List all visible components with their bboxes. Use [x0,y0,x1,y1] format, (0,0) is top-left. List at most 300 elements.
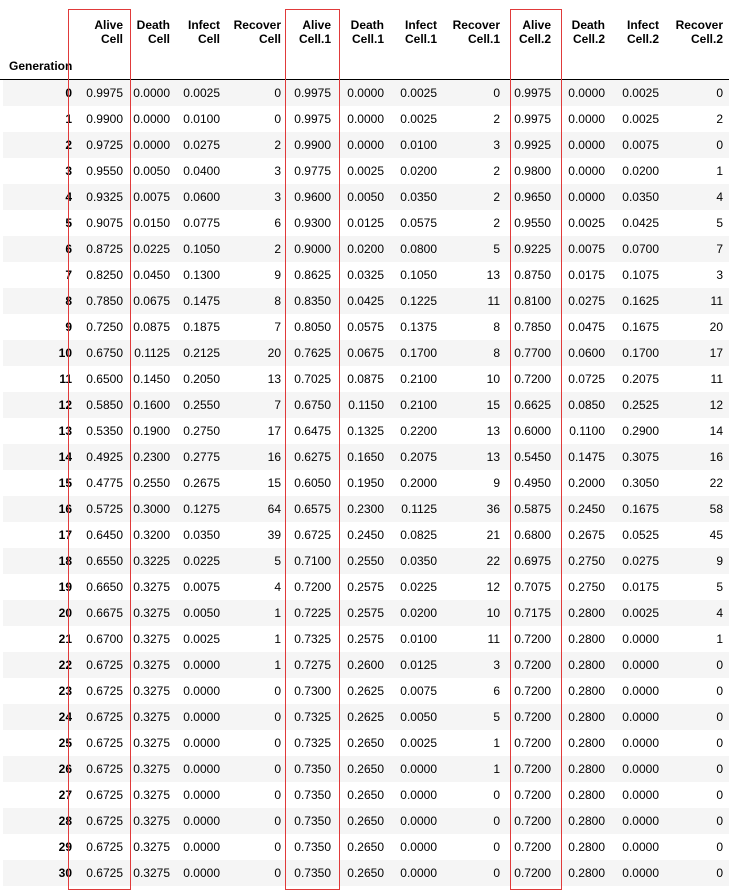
table-cell: 0.7250 [86,320,123,334]
table-row [3,392,729,418]
table-cell: 0.1225 [400,294,437,308]
table-cell: 3 [274,190,281,204]
table-cell: 0.2800 [568,736,605,750]
table-cell: 13 [267,372,281,386]
table-cell: 1 [274,658,281,672]
table-cell: 0.9975 [514,112,551,126]
table-cell: 0.5450 [514,450,551,464]
table-row [3,860,729,886]
table-cell: 0.3275 [133,788,170,802]
table-cell: 0.0600 [183,190,220,204]
row-index: 20 [58,606,72,620]
table-cell: 0.0525 [622,528,659,542]
row-index: 0 [65,86,72,100]
table-cell: 0 [716,840,723,854]
column-header-line1: Recover [675,18,723,32]
table-cell: 0.2100 [400,398,437,412]
table-cell: 0 [274,762,281,776]
table-cell: 0.1900 [133,424,170,438]
table-cell: 0.0425 [622,216,659,230]
row-index: 18 [58,554,72,568]
table-cell: 5 [716,216,723,230]
table-cell: 0.2800 [568,788,605,802]
table-cell: 0.2200 [400,424,437,438]
column-header-line1: Alive [94,18,123,32]
table-cell: 0.4925 [86,450,123,464]
table-row [3,574,729,600]
table-cell: 0.0075 [183,580,220,594]
row-index: 30 [58,866,72,880]
table-cell: 0.8750 [514,268,551,282]
table-cell: 0.0000 [622,866,659,880]
table-cell: 8 [493,320,500,334]
table-cell: 3 [274,164,281,178]
table-cell: 0.7350 [294,762,331,776]
table-cell: 2 [493,164,500,178]
table-cell: 0 [274,736,281,750]
table-cell: 0.7200 [514,866,551,880]
column-header [440,18,500,46]
table-cell: 0 [274,684,281,698]
table-cell: 0.5850 [86,398,123,412]
table-cell: 0.0000 [183,814,220,828]
table-cell: 0.9900 [294,138,331,152]
table-cell: 0.3275 [133,606,170,620]
table-cell: 0.3200 [133,528,170,542]
table-cell: 0.0000 [183,710,220,724]
table-cell: 0.1950 [347,476,384,490]
table-cell: 0.9300 [294,216,331,230]
table-cell: 0.0125 [347,216,384,230]
table-cell: 0 [716,658,723,672]
column-header-line2: Cell.2 [572,32,605,46]
column-header-line1: Alive [302,18,331,32]
row-index: 5 [65,216,72,230]
table-cell: 0.2075 [622,372,659,386]
table-cell: 0.1675 [622,320,659,334]
table-cell: 0.0000 [622,814,659,828]
table-cell: 0 [274,840,281,854]
table-cell: 10 [486,372,500,386]
table-cell: 0.0400 [183,164,220,178]
table-cell: 0.7300 [294,684,331,698]
table-cell: 0.6750 [86,346,123,360]
table-cell: 21 [486,528,500,542]
table-cell: 6 [493,684,500,698]
table-cell: 0.6725 [86,658,123,672]
table-cell: 0.0600 [568,346,605,360]
table-cell: 0 [716,788,723,802]
column-header [172,18,220,46]
table-cell: 0 [274,86,281,100]
table-cell: 0.0000 [183,658,220,672]
table-cell: 0.7200 [514,632,551,646]
table-cell: 11 [710,372,723,386]
table-cell: 0.0425 [347,294,384,308]
row-index: 8 [65,294,72,308]
table-cell: 0.1050 [400,268,437,282]
table-cell: 64 [267,502,281,516]
table-cell: 0.0000 [183,866,220,880]
table-cell: 0 [716,866,723,880]
table-row [3,106,729,132]
table-cell: 0.6800 [514,528,551,542]
column-header [223,18,281,46]
table-cell: 0.0075 [400,684,437,698]
table-cell: 14 [709,424,723,438]
table-cell: 4 [716,190,723,204]
table-cell: 0.7325 [294,710,331,724]
table-cell: 39 [267,528,281,542]
table-cell: 45 [709,528,723,542]
table-cell: 0.4775 [86,476,123,490]
table-cell: 0.0025 [622,86,659,100]
table-row [3,730,729,756]
column-header [126,18,170,46]
table-cell: 0.8725 [86,242,123,256]
table-cell: 0.0025 [400,86,437,100]
table-cell: 0.2650 [347,814,384,828]
table-cell: 0.6725 [86,814,123,828]
table-cell: 0.1675 [622,502,659,516]
column-header-line2: Cell [147,32,170,46]
row-index: 21 [58,632,72,646]
table-cell: 0.1125 [401,502,437,516]
table-cell: 0.2575 [347,632,384,646]
table-cell: 0.0000 [568,164,605,178]
column-header-line1: Infect [187,18,220,32]
table-cell: 0.2650 [347,840,384,854]
table-cell: 2 [493,190,500,204]
table-cell: 0.0000 [183,840,220,854]
column-header-line2: Cell.2 [626,32,659,46]
table-cell: 0.3275 [133,658,170,672]
table-cell: 0.7200 [514,814,551,828]
table-cell: 4 [716,606,723,620]
table-cell: 0 [716,710,723,724]
table-cell: 0 [716,762,723,776]
table-cell: 0.1625 [622,294,659,308]
table-cell: 2 [493,216,500,230]
table-cell: 0.7350 [294,866,331,880]
table-cell: 0.6575 [294,502,331,516]
table-cell: 0.7175 [514,606,551,620]
table-row [3,340,729,366]
table-cell: 1 [274,632,281,646]
table-cell: 0.8350 [294,294,331,308]
table-cell: 0.2625 [347,684,384,698]
row-index: 25 [58,736,72,750]
table-cell: 11 [487,294,500,308]
table-row [3,626,729,652]
table-cell: 0.6050 [294,476,331,490]
column-header [503,18,551,46]
table-cell: 0.3225 [133,554,170,568]
table-cell: 16 [267,450,281,464]
table-cell: 0.9900 [86,112,123,126]
table-cell: 0.0000 [568,86,605,100]
table-cell: 0.9650 [514,190,551,204]
table-cell: 0.2650 [347,736,384,750]
table-cell: 0.0350 [400,554,437,568]
table-cell: 0.8250 [86,268,123,282]
row-index: 24 [58,710,72,724]
table-cell: 0.6750 [294,398,331,412]
table-cell: 0.1700 [622,346,659,360]
table-cell: 0 [716,736,723,750]
table-cell: 0.3050 [622,476,659,490]
table-row [3,496,729,522]
table-row [3,678,729,704]
table-cell: 8 [493,346,500,360]
table-cell: 0.9225 [514,242,551,256]
table-cell: 0.0325 [347,268,384,282]
column-header [67,18,123,46]
row-index: 13 [58,424,72,438]
table-row [3,236,729,262]
column-header-line2: Cell.1 [298,32,331,46]
table-cell: 0.0050 [400,710,437,724]
table-cell: 7 [274,320,281,334]
table-cell: 0.3000 [133,502,170,516]
table-cell: 0.0175 [568,268,605,282]
row-index: 23 [58,684,72,698]
table-cell: 0.0350 [400,190,437,204]
row-index: 4 [65,190,72,204]
table-row [3,80,729,106]
table-cell: 0.7325 [294,736,331,750]
table-cell: 0.0025 [400,736,437,750]
column-header-line1: Recover [452,18,500,32]
table-cell: 2 [274,242,281,256]
table-cell: 0.1875 [183,320,220,334]
row-index: 19 [58,580,72,594]
table-cell: 0.9975 [86,86,123,100]
table-cell: 0.2750 [183,424,220,438]
table-row [3,132,729,158]
table-cell: 0.0000 [133,86,170,100]
table-cell: 0.0000 [347,86,384,100]
table-cell: 0 [274,710,281,724]
table-cell: 1 [493,762,500,776]
table-cell: 0.0000 [133,138,170,152]
row-index: 1 [65,112,72,126]
table-cell: 0.2000 [400,476,437,490]
table-cell: 0.0700 [622,242,659,256]
table-cell: 0.2300 [347,502,384,516]
table-cell: 0.9000 [294,242,331,256]
table-cell: 0.2675 [568,528,605,542]
column-header-line2: Cell [100,32,123,46]
column-header-line1: Death [136,18,170,32]
table-cell: 1 [716,164,723,178]
table-cell: 20 [267,346,281,360]
table-row [3,782,729,808]
table-cell: 0.7200 [514,840,551,854]
table-cell: 0 [274,866,281,880]
table-cell: 0.1475 [183,294,220,308]
table-cell: 0.2050 [183,372,220,386]
table-cell: 0 [274,112,281,126]
table-cell: 0.2750 [568,554,605,568]
table-cell: 0.0100 [183,112,220,126]
table-cell: 0.0475 [568,320,605,334]
table-cell: 5 [493,710,500,724]
table-cell: 4 [274,580,281,594]
column-header [387,18,437,46]
table-cell: 10 [486,606,500,620]
table-cell: 0.2000 [568,476,605,490]
table-cell: 8 [274,294,281,308]
table-cell: 0.2800 [568,632,605,646]
table-cell: 0.6725 [86,866,123,880]
table-row [3,314,729,340]
row-index: 10 [58,346,72,360]
table-cell: 0.7200 [514,372,551,386]
table-cell: 0.0450 [133,268,170,282]
table-cell: 0.2800 [568,762,605,776]
table-row [3,288,729,314]
table-row [3,704,729,730]
table-cell: 0.3275 [133,814,170,828]
table-cell: 0.7200 [514,788,551,802]
table-cell: 0.5875 [514,502,551,516]
table-cell: 0.6725 [86,762,123,776]
table-cell: 0.6650 [86,580,123,594]
table-cell: 0 [493,814,500,828]
row-index: 22 [58,658,72,672]
table-cell: 0.0075 [133,190,170,204]
table-cell: 0.2800 [568,710,605,724]
table-cell: 0.1050 [183,242,220,256]
row-index: 27 [58,788,72,802]
table-cell: 0.3275 [133,762,170,776]
table-cell: 0.0575 [400,216,437,230]
table-cell: 0.0000 [622,684,659,698]
table-cell: 0 [716,814,723,828]
table-cell: 0.2550 [347,554,384,568]
table-cell: 0.0575 [347,320,384,334]
table-cell: 0.2900 [622,424,659,438]
table-cell: 0.9975 [294,112,331,126]
table-cell: 0.0775 [183,216,220,230]
table-cell: 0.7075 [514,580,551,594]
table-cell: 0.0025 [400,112,437,126]
table-row [3,808,729,834]
table-cell: 0.0025 [183,632,220,646]
table-cell: 36 [486,502,500,516]
table-cell: 0.7850 [514,320,551,334]
table-cell: 0.2650 [347,866,384,880]
table-cell: 0.0050 [133,164,170,178]
table-cell: 9 [716,554,723,568]
table-cell: 0.0800 [400,242,437,256]
table-cell: 0.2450 [568,502,605,516]
column-header [283,18,331,46]
table-cell: 0.2075 [400,450,437,464]
table-cell: 0.0000 [622,658,659,672]
table-cell: 0.0275 [183,138,220,152]
table-cell: 0.0050 [347,190,384,204]
column-header [334,18,384,46]
column-header-line1: Death [571,18,605,32]
table-cell: 0.6625 [514,398,551,412]
row-index: 3 [65,164,72,178]
table-cell: 0.7275 [294,658,331,672]
table-cell: 0.0050 [183,606,220,620]
table-cell: 20 [709,320,723,334]
column-header-line2: Cell.2 [518,32,551,46]
table-cell: 0.6275 [294,450,331,464]
table-cell: 0.1150 [348,398,384,412]
table-cell: 0.9075 [86,216,123,230]
table-cell: 0.0000 [400,866,437,880]
table-cell: 0.7350 [294,814,331,828]
table-cell: 2 [716,112,723,126]
row-index: 11 [59,372,72,386]
row-index: 2 [65,138,72,152]
table-cell: 0.7700 [514,346,551,360]
table-cell: 0.3275 [133,710,170,724]
table-cell: 0.0000 [568,112,605,126]
table-cell: 0.2650 [347,788,384,802]
table-cell: 0.0000 [622,788,659,802]
table-cell: 0.2450 [347,528,384,542]
table-cell: 0.9600 [294,190,331,204]
table-cell: 0.5350 [86,424,123,438]
table-cell: 13 [486,450,500,464]
table-cell: 0.0000 [568,138,605,152]
table-cell: 0 [493,86,500,100]
table-cell: 15 [267,476,281,490]
table-cell: 0 [493,866,500,880]
table-cell: 0.6450 [86,528,123,542]
table-cell: 2 [274,138,281,152]
table-cell: 0.6725 [86,840,123,854]
row-index: 26 [58,762,72,776]
table-cell: 9 [493,476,500,490]
table-cell: 0.3275 [133,632,170,646]
table-cell: 0.0225 [133,242,170,256]
table-cell: 0.2100 [400,372,437,386]
table-cell: 0.0875 [347,372,384,386]
column-header-line1: Death [350,18,384,32]
table-cell: 0.6725 [86,788,123,802]
table-cell: 0 [274,814,281,828]
table-cell: 0.0150 [133,216,170,230]
row-index: 17 [58,528,72,542]
table-cell: 0 [716,86,723,100]
table-cell: 0.7850 [86,294,123,308]
column-header-line1: Recover [233,18,281,32]
table-cell: 0.0000 [183,762,220,776]
table-cell: 0.1650 [347,450,384,464]
table-row [3,366,729,392]
table-cell: 0.0000 [568,190,605,204]
table-cell: 0.9550 [514,216,551,230]
table-cell: 22 [709,476,723,490]
table-cell: 0.9925 [514,138,551,152]
table-cell: 0.0875 [133,320,170,334]
table-cell: 0.0000 [347,138,384,152]
table-cell: 0.7200 [514,762,551,776]
column-header [663,18,723,46]
table-cell: 0.9800 [514,164,551,178]
column-header [609,18,659,46]
table-cell: 0.8625 [294,268,331,282]
table-cell: 9 [274,268,281,282]
table-cell: 0.6675 [86,606,123,620]
